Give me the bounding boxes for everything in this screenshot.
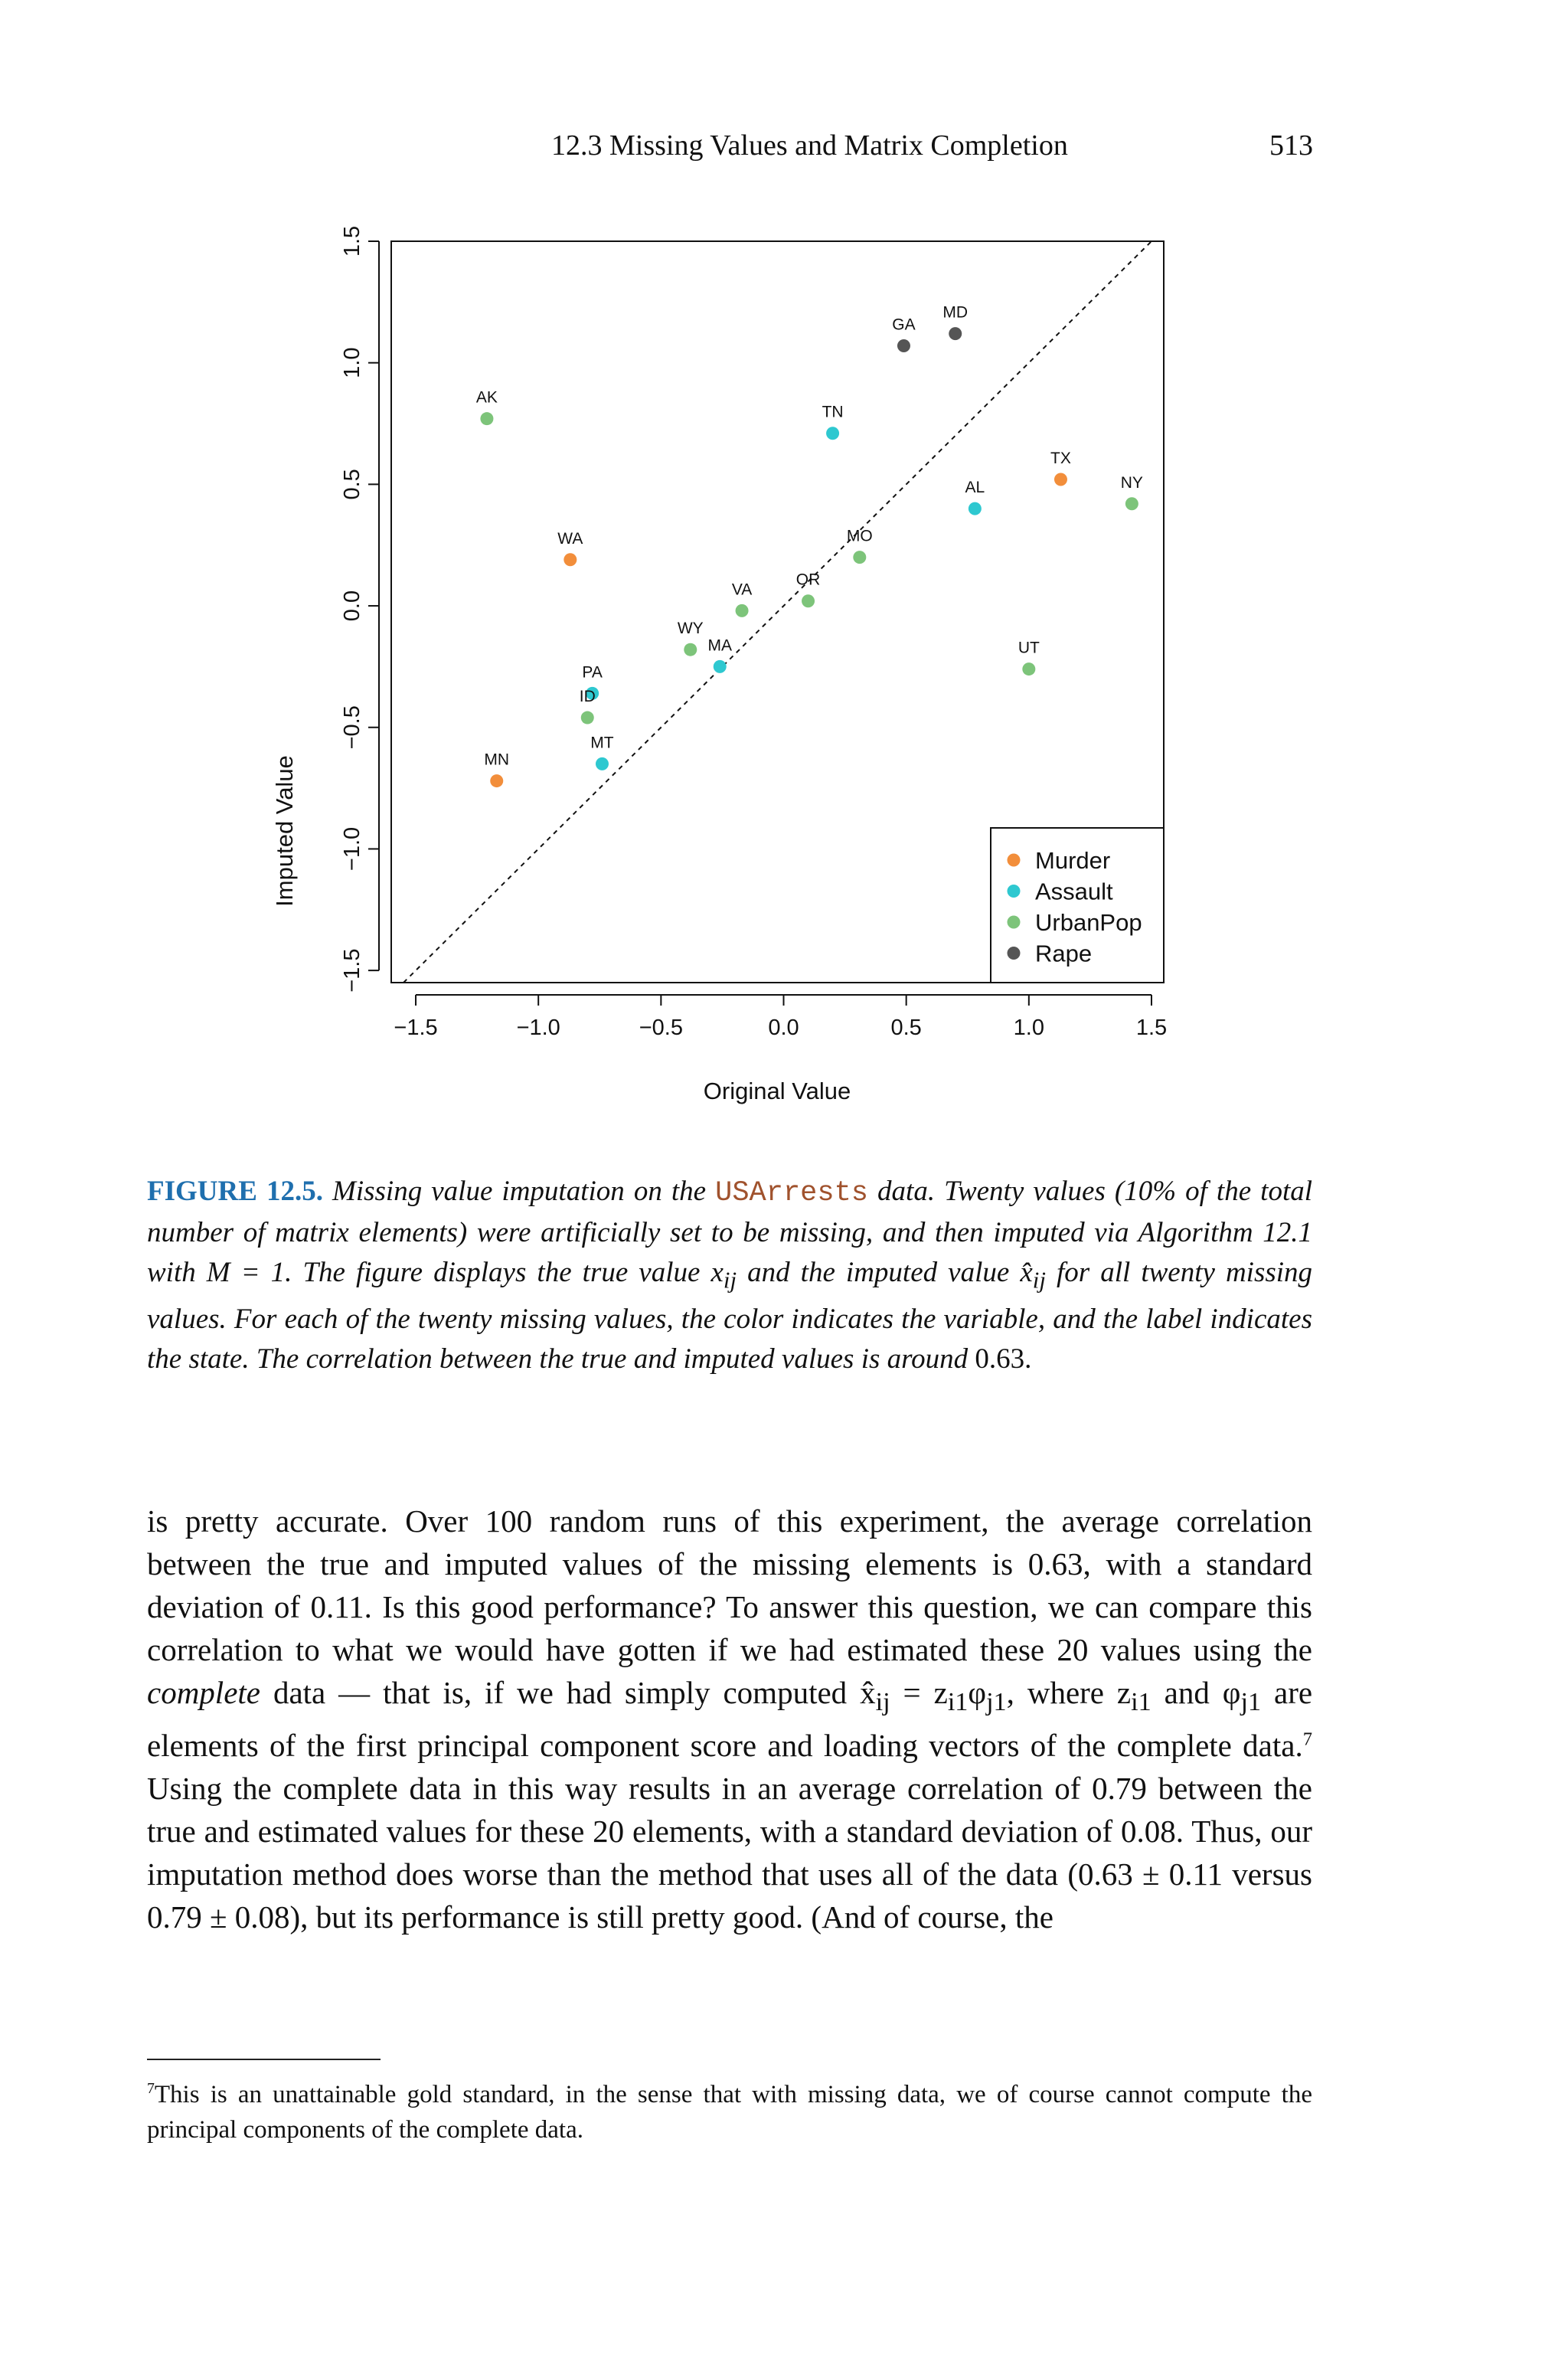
point-label: NY — [1120, 473, 1143, 492]
data-point-assault-ma — [714, 660, 727, 673]
y-axis-title: Imputed Value — [271, 755, 298, 907]
point-label: AL — [965, 479, 985, 497]
legend-label: Assault — [1035, 878, 1113, 905]
data-point-urbanpop-id — [581, 711, 594, 725]
data-point-urbanpop-ut — [1022, 662, 1035, 675]
point-label: MO — [846, 527, 873, 545]
body-text-4: φ — [968, 1675, 987, 1710]
point-label: TN — [822, 403, 844, 421]
x-tick-label: −0.5 — [639, 1016, 683, 1040]
caption-dataset-name: USArrests — [715, 1177, 868, 1209]
scatter-figure — [253, 218, 1194, 1137]
body-subscript: j1 — [986, 1688, 1007, 1717]
data-point-urbanpop-va — [736, 604, 749, 617]
data-point-murder-mn — [490, 774, 503, 787]
caption-text-2: data. Twenty values (10% of the total number of matrix elements) were artificially set to be missing, and then imputed via Algorithm 12.1 with M = 1. The figure displays the true value x — [147, 1176, 1313, 1288]
data-point-assault-mt — [596, 757, 609, 770]
body-text-3: = z — [903, 1675, 948, 1710]
body-paragraph — [147, 1500, 1312, 1938]
data-point-urbanpop-ny — [1125, 497, 1138, 510]
x-tick-label: 0.5 — [890, 1016, 922, 1040]
caption-value: 0.63. — [975, 1343, 1032, 1375]
data-point-assault-tn — [826, 427, 839, 440]
data-point-murder-wa — [564, 553, 577, 566]
body-text-5: , where z — [1006, 1675, 1132, 1710]
point-label: PA — [582, 663, 603, 682]
point-label: ID — [579, 688, 596, 706]
legend-marker — [1008, 947, 1021, 960]
point-label: OR — [795, 571, 821, 589]
data-point-rape-md — [949, 327, 962, 340]
point-label: UT — [1018, 639, 1040, 657]
body-emphasis: complete — [147, 1675, 260, 1710]
legend-marker — [1008, 854, 1021, 867]
body-subscript: j1 — [1240, 1688, 1262, 1717]
data-point-urbanpop-ak — [480, 412, 493, 425]
footnote — [147, 2077, 1312, 2147]
point-label: AK — [475, 388, 498, 407]
legend-label: Rape — [1035, 940, 1093, 967]
y-tick-label: 0.5 — [340, 469, 364, 500]
y-tick-label: 1.5 — [340, 225, 364, 257]
caption-subscript: ij — [1032, 1267, 1046, 1294]
data-point-urbanpop-or — [802, 594, 815, 607]
point-label: MN — [484, 751, 510, 769]
y-tick-label: −1.0 — [340, 826, 364, 872]
y-tick-label: 0.0 — [340, 590, 364, 622]
point-label: TX — [1050, 450, 1071, 468]
x-tick-label: −1.5 — [394, 1016, 438, 1040]
footnote-divider — [147, 2059, 381, 2060]
point-label: MT — [590, 734, 614, 752]
page-number: 513 — [1269, 129, 1313, 162]
x-tick-label: 1.5 — [1135, 1016, 1168, 1040]
body-subscript: i1 — [1131, 1688, 1152, 1717]
caption-subscript: ij — [723, 1267, 737, 1294]
legend-label: UrbanPop — [1035, 909, 1142, 936]
x-tick-label: 0.0 — [768, 1016, 799, 1040]
y-tick-label: −0.5 — [340, 705, 364, 750]
y-tick-label: 1.0 — [340, 347, 364, 378]
data-point-rape-ga — [897, 339, 910, 352]
point-label: GA — [892, 316, 916, 334]
point-label: WA — [557, 529, 583, 548]
section-title: 12.3 Missing Values and Matrix Completion — [551, 129, 1068, 162]
point-label: MD — [942, 303, 969, 322]
legend-marker — [1008, 885, 1021, 898]
y-tick-label: −1.5 — [340, 948, 364, 993]
data-point-murder-tx — [1054, 473, 1067, 486]
footnote-text: This is an unattainable gold standard, in the sense that with missing data, we of course cannot compute the principal components of the complete data. — [147, 2081, 1312, 2144]
caption-text-1: Missing value imputation on the — [332, 1176, 707, 1207]
figure-caption — [147, 1172, 1312, 1379]
body-text-2: data — that is, if we had simply computed x̂ — [273, 1675, 876, 1710]
body-text-7: are elements of the first principal component score and loading vectors of the complete data. — [147, 1675, 1313, 1764]
x-axis-title: Original Value — [703, 1078, 851, 1104]
point-label: MA — [707, 636, 732, 655]
body-text-1: is pretty accurate. Over 100 random runs of this experiment, the average correlation between the true and imputed values of the missing elements is 0.63, with a standard deviation of 0.11. Is this good performance? To answer this question, we can compare this correlation to what we would have gotten if we had estimated these 20 values using the — [147, 1503, 1312, 1667]
legend-marker — [1008, 916, 1021, 929]
body-text-8: Using the complete data in this way results in an average correlation of 0.79 between the true and estimated values for these 20 elements, with a standard deviation of 0.08. Thus, our imputation method does worse than the method that uses all of the data (0.63 ± 0.11 versus 0.79 ± 0.08), but its performance is still pretty good. (And of course, the — [147, 1771, 1312, 1935]
point-label: WY — [677, 620, 704, 638]
data-point-assault-al — [969, 502, 982, 515]
caption-text-3: and the imputed value x̂ — [747, 1257, 1033, 1288]
footnote-mark: 7 — [147, 2080, 155, 2097]
figure-label: FIGURE 12.5. — [147, 1176, 323, 1207]
body-subscript: ij — [875, 1688, 890, 1717]
x-tick-label: 1.0 — [1013, 1016, 1044, 1040]
body-subscript: i1 — [947, 1688, 969, 1717]
point-label: VA — [731, 581, 753, 599]
footnote-reference[interactable]: 7 — [1302, 1729, 1312, 1750]
body-text-6: and φ — [1164, 1675, 1241, 1710]
caption-text-4: for all twenty missing values. For each of the twenty missing values, the color indicates the variable, and the label indicates the state. The correlation between the true and imputed values is around — [147, 1257, 1313, 1375]
data-point-urbanpop-mo — [853, 551, 866, 564]
legend-label: Murder — [1035, 847, 1111, 874]
data-point-urbanpop-wy — [684, 643, 697, 656]
x-tick-label: −1.0 — [516, 1016, 560, 1040]
